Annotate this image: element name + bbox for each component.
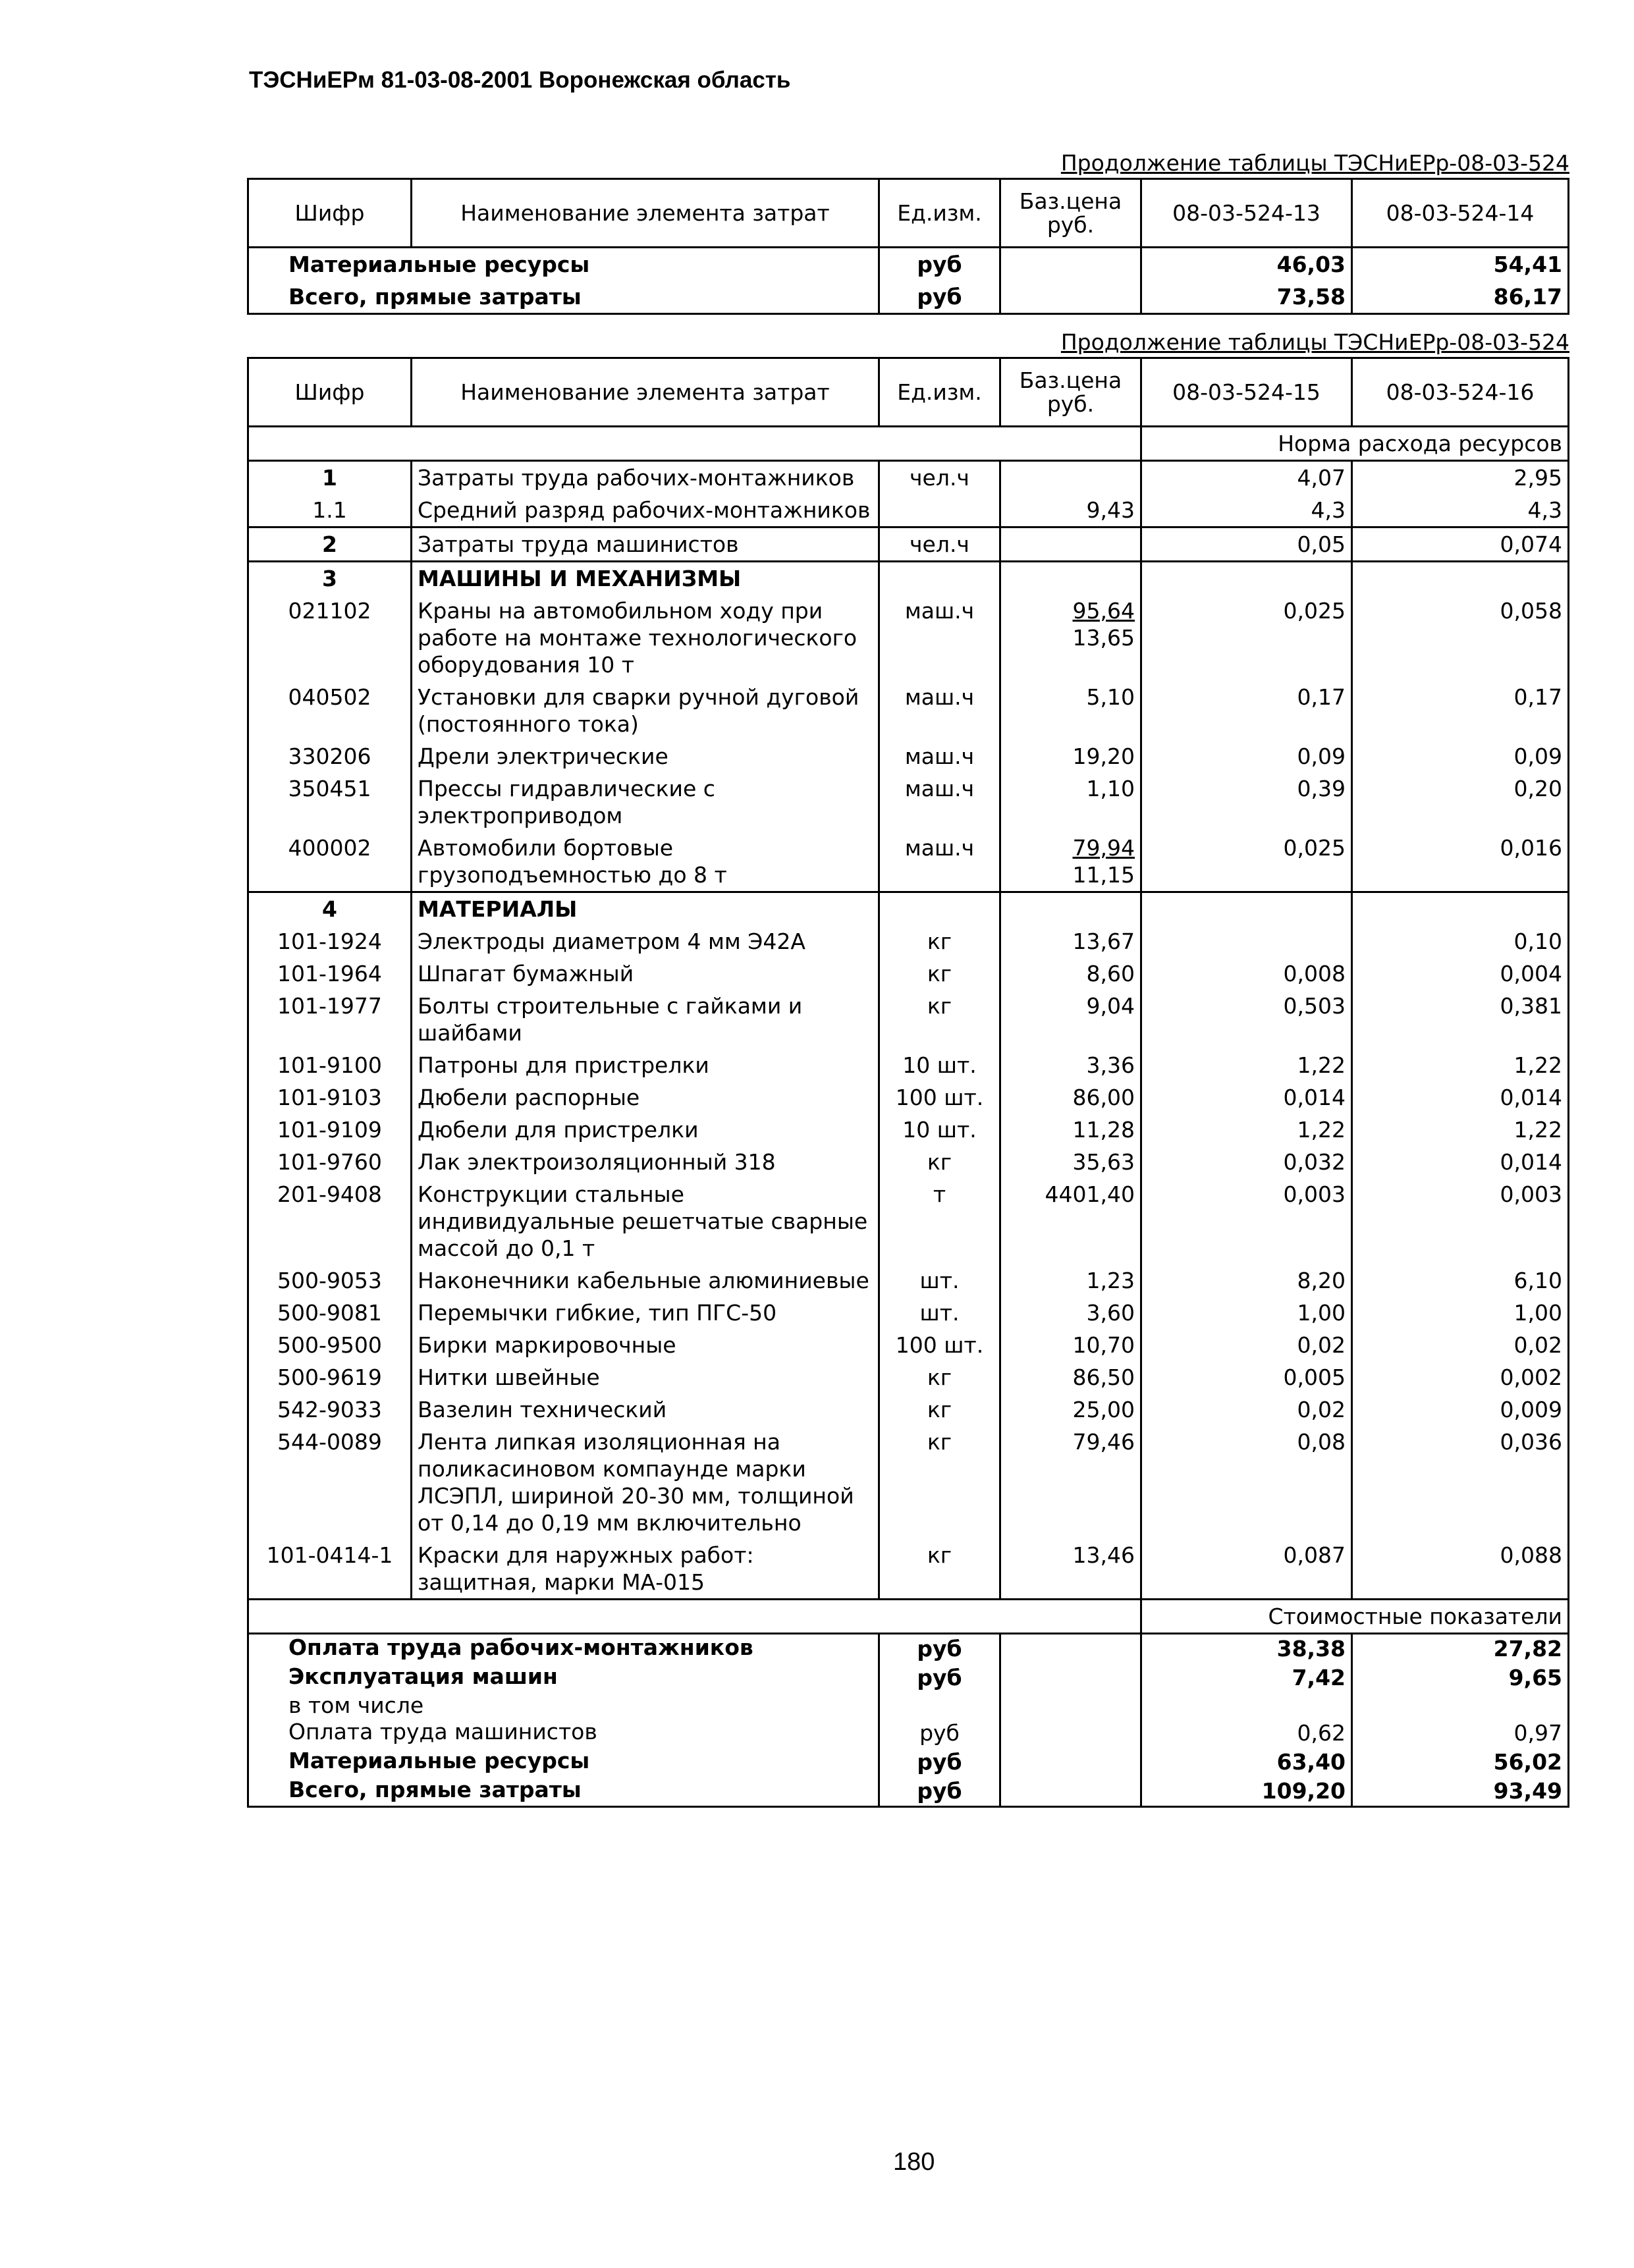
row-unit: 100 шт. xyxy=(879,1081,1000,1114)
row-price xyxy=(1000,1114,1141,1146)
row-unit: чел.ч xyxy=(879,527,1000,562)
document-header: ТЭСНиЕРм 81-03-08-2001 Воронежская область xyxy=(249,67,791,93)
row-value-a: 0,09 xyxy=(1141,740,1352,772)
row-price xyxy=(1000,740,1141,772)
table-row xyxy=(248,1393,1569,1426)
table1-header-row xyxy=(248,179,1569,248)
row-value-b: 0,058 xyxy=(1352,595,1569,681)
row-name: Установки для сварки ручной дуговой (постоянного тока) xyxy=(412,681,879,740)
row-price xyxy=(1000,1146,1141,1178)
row-name: Электроды диаметром 4 мм Э42А xyxy=(412,925,879,958)
price-value: 79,46 xyxy=(1072,1429,1135,1455)
table-row xyxy=(248,248,1569,281)
row-value-b: 0,20 xyxy=(1352,772,1569,832)
price-value: 3,60 xyxy=(1086,1300,1135,1326)
page-number: 180 xyxy=(893,2148,935,2176)
row-value-a xyxy=(1141,1692,1352,1719)
row-price xyxy=(1000,1049,1141,1081)
header-col-b: 08-03-524-14 xyxy=(1352,179,1569,248)
row-price xyxy=(1000,1426,1141,1539)
row-unit: шт. xyxy=(879,1297,1000,1329)
row-value-b xyxy=(1352,562,1569,595)
row-name: Краски для наружных работ: защитная, марки МА-015 xyxy=(412,1539,879,1600)
price-value-secondary: 13,65 xyxy=(1072,625,1135,651)
row-value-b: 0,014 xyxy=(1352,1081,1569,1114)
row-value-b: 0,014 xyxy=(1352,1146,1569,1178)
row-value-b: 56,02 xyxy=(1352,1748,1569,1777)
header-price xyxy=(1000,358,1141,427)
table-row xyxy=(248,494,1569,527)
price-value: 10,70 xyxy=(1072,1332,1135,1358)
row-unit: руб xyxy=(879,281,1000,314)
header-unit: Ед.изм. xyxy=(879,179,1000,248)
row-name: в том числе xyxy=(248,1692,879,1719)
price-value: 1,10 xyxy=(1086,776,1135,801)
row-value-a: 0,39 xyxy=(1141,772,1352,832)
row-unit xyxy=(879,494,1000,527)
price-value: 3,36 xyxy=(1086,1052,1135,1078)
row-code: 021102 xyxy=(248,595,412,681)
row-name: Нитки швейные xyxy=(412,1361,879,1393)
total-row xyxy=(248,1748,1569,1777)
band-spacer xyxy=(248,427,1141,461)
row-code: 3 xyxy=(248,562,412,595)
row-name: Прессы гидравлические с электроприводом xyxy=(412,772,879,832)
total-row xyxy=(248,1634,1569,1664)
row-unit: маш.ч xyxy=(879,595,1000,681)
row-unit: чел.ч xyxy=(879,461,1000,495)
row-price xyxy=(1000,281,1141,314)
table1 xyxy=(247,178,1569,315)
header-col-a: 08-03-524-15 xyxy=(1141,358,1352,427)
row-unit: кг xyxy=(879,925,1000,958)
row-name: Дюбели распорные xyxy=(412,1081,879,1114)
row-value-b: 6,10 xyxy=(1352,1264,1569,1297)
table-row xyxy=(248,595,1569,681)
row-name: Краны на автомобильном ходу при работе на монтаже технологического оборудования 10 т xyxy=(412,595,879,681)
table-row xyxy=(248,1178,1569,1264)
row-unit: маш.ч xyxy=(879,740,1000,772)
row-price xyxy=(1000,1539,1141,1600)
row-price xyxy=(1000,1297,1141,1329)
row-unit: кг xyxy=(879,990,1000,1049)
row-price xyxy=(1000,958,1141,990)
row-value-b: 0,016 xyxy=(1352,832,1569,892)
row-name: Эксплуатация машин xyxy=(248,1663,879,1692)
row-code: 101-1977 xyxy=(248,990,412,1049)
row-value-a: 0,62 xyxy=(1141,1719,1352,1748)
header-price-line2: руб. xyxy=(1047,391,1095,417)
total-row xyxy=(248,1663,1569,1692)
price-value: 8,60 xyxy=(1086,961,1135,986)
row-code: 101-0414-1 xyxy=(248,1539,412,1600)
table-row xyxy=(248,281,1569,314)
row-price xyxy=(1000,1634,1141,1664)
price-value: 86,00 xyxy=(1072,1085,1135,1110)
row-price xyxy=(1000,461,1141,495)
row-value-a: 0,02 xyxy=(1141,1393,1352,1426)
row-unit: руб xyxy=(879,248,1000,281)
row-name: МАШИНЫ И МЕХАНИЗМЫ xyxy=(412,562,879,595)
band-label: Норма расхода ресурсов xyxy=(1141,427,1569,461)
row-code: 500-9053 xyxy=(248,1264,412,1297)
row-value-a: 38,38 xyxy=(1141,1634,1352,1664)
row-price xyxy=(1000,1264,1141,1297)
total-row xyxy=(248,1777,1569,1807)
row-value-a: 0,08 xyxy=(1141,1426,1352,1539)
row-value-b: 9,65 xyxy=(1352,1663,1569,1692)
price-value: 5,10 xyxy=(1086,684,1135,710)
price-value: 86,50 xyxy=(1072,1364,1135,1390)
row-value-b: 1,00 xyxy=(1352,1297,1569,1329)
row-value-b: 0,074 xyxy=(1352,527,1569,562)
table2 xyxy=(247,357,1569,1808)
row-value-a: 8,20 xyxy=(1141,1264,1352,1297)
table-row xyxy=(248,1329,1569,1361)
row-value-a: 0,087 xyxy=(1141,1539,1352,1600)
row-price xyxy=(1000,925,1141,958)
row-price xyxy=(1000,1748,1141,1777)
row-code: 350451 xyxy=(248,772,412,832)
price-value: 1,23 xyxy=(1086,1268,1135,1293)
row-code: 040502 xyxy=(248,681,412,740)
price-value: 13,67 xyxy=(1072,929,1135,954)
row-name: Дюбели для пристрелки xyxy=(412,1114,879,1146)
row-value-b: 0,09 xyxy=(1352,740,1569,772)
row-value-b: 0,02 xyxy=(1352,1329,1569,1361)
row-value-b: 93,49 xyxy=(1352,1777,1569,1807)
row-code: 101-1924 xyxy=(248,925,412,958)
row-value-b: 0,088 xyxy=(1352,1539,1569,1600)
row-price xyxy=(1000,1777,1141,1807)
row-price xyxy=(1000,772,1141,832)
row-value-b: 2,95 xyxy=(1352,461,1569,495)
row-value-a xyxy=(1141,892,1352,926)
table-row xyxy=(248,1297,1569,1329)
table-row xyxy=(248,892,1569,926)
table-row xyxy=(248,1049,1569,1081)
row-unit: руб xyxy=(879,1634,1000,1664)
price-value: 9,43 xyxy=(1086,497,1135,523)
row-name: Дрели электрические xyxy=(412,740,879,772)
table-row xyxy=(248,562,1569,595)
row-value-a: 73,58 xyxy=(1141,281,1352,314)
row-value-b: 0,004 xyxy=(1352,958,1569,990)
row-price xyxy=(1000,1719,1141,1748)
header-price xyxy=(1000,179,1141,248)
total-row xyxy=(248,1692,1569,1719)
row-code: 101-9100 xyxy=(248,1049,412,1081)
row-value-a: 0,025 xyxy=(1141,832,1352,892)
row-name: Лак электроизоляционный 318 xyxy=(412,1146,879,1178)
row-name: Оплата труда рабочих-монтажников xyxy=(248,1634,879,1664)
row-unit: маш.ч xyxy=(879,832,1000,892)
row-name: Автомобили бортовые грузоподъемностью до 8 т xyxy=(412,832,879,892)
header-price-line1: Баз.цена xyxy=(1019,188,1122,214)
row-code: 1.1 xyxy=(248,494,412,527)
row-value-b: 0,002 xyxy=(1352,1361,1569,1393)
row-price xyxy=(1000,1393,1141,1426)
row-value-b: 0,009 xyxy=(1352,1393,1569,1426)
row-value-a: 4,07 xyxy=(1141,461,1352,495)
row-unit xyxy=(879,1692,1000,1719)
row-unit: кг xyxy=(879,1539,1000,1600)
row-unit: маш.ч xyxy=(879,772,1000,832)
table-row xyxy=(248,958,1569,990)
row-unit xyxy=(879,892,1000,926)
row-value-a: 1,22 xyxy=(1141,1114,1352,1146)
row-value-a: 0,02 xyxy=(1141,1329,1352,1361)
table-row xyxy=(248,1539,1569,1600)
row-name: Перемычки гибкие, тип ПГС-50 xyxy=(412,1297,879,1329)
row-unit: руб xyxy=(879,1748,1000,1777)
row-value-a: 0,05 xyxy=(1141,527,1352,562)
price-value: 25,00 xyxy=(1072,1397,1135,1422)
row-price xyxy=(1000,1692,1141,1719)
row-name: Патроны для пристрелки xyxy=(412,1049,879,1081)
row-value-a: 1,22 xyxy=(1141,1049,1352,1081)
row-value-b xyxy=(1352,1692,1569,1719)
row-unit: кг xyxy=(879,958,1000,990)
price-value: 35,63 xyxy=(1072,1149,1135,1175)
row-code: 500-9500 xyxy=(248,1329,412,1361)
header-price-line2: руб. xyxy=(1047,211,1095,238)
row-value-b: 27,82 xyxy=(1352,1634,1569,1664)
band-spacer xyxy=(248,1600,1141,1634)
header-code: Шифр xyxy=(248,179,412,248)
row-value-a: 109,20 xyxy=(1141,1777,1352,1807)
row-value-a: 0,17 xyxy=(1141,681,1352,740)
table2-caption: Продолжение таблицы ТЭСНиЕРр-08-03-524 xyxy=(1060,329,1569,355)
row-price xyxy=(1000,832,1141,892)
row-value-a: 4,3 xyxy=(1141,494,1352,527)
table-row xyxy=(248,772,1569,832)
row-price xyxy=(1000,1663,1141,1692)
row-price xyxy=(1000,248,1141,281)
row-price xyxy=(1000,681,1141,740)
row-name: Материальные ресурсы xyxy=(248,1748,879,1777)
row-price xyxy=(1000,595,1141,681)
row-price xyxy=(1000,562,1141,595)
total-row xyxy=(248,1719,1569,1748)
row-code: 544-0089 xyxy=(248,1426,412,1539)
row-value-b: 0,381 xyxy=(1352,990,1569,1049)
price-value: 11,28 xyxy=(1072,1117,1135,1143)
header-name: Наименование элемента затрат xyxy=(412,179,879,248)
row-price xyxy=(1000,1081,1141,1114)
row-value-a: 0,008 xyxy=(1141,958,1352,990)
price-value: 79,94 xyxy=(1072,835,1135,861)
row-code: 2 xyxy=(248,527,412,562)
row-unit: кг xyxy=(879,1426,1000,1539)
row-name: Оплата труда машинистов xyxy=(248,1719,879,1748)
row-name: Затраты труда машинистов xyxy=(412,527,879,562)
row-unit: т xyxy=(879,1178,1000,1264)
price-value: 9,04 xyxy=(1086,993,1135,1019)
header-col-a: 08-03-524-13 xyxy=(1141,179,1352,248)
row-value-a: 63,40 xyxy=(1141,1748,1352,1777)
price-value: 4401,40 xyxy=(1045,1181,1135,1207)
header-code: Шифр xyxy=(248,358,412,427)
row-name: Материальные ресурсы xyxy=(248,248,879,281)
row-name: Затраты труда рабочих-монтажников xyxy=(412,461,879,495)
table2-header-row xyxy=(248,358,1569,427)
row-code: 400002 xyxy=(248,832,412,892)
row-price xyxy=(1000,1178,1141,1264)
row-price xyxy=(1000,527,1141,562)
table-row xyxy=(248,925,1569,958)
norm-band xyxy=(248,427,1569,461)
price-value: 19,20 xyxy=(1072,743,1135,769)
row-unit: 100 шт. xyxy=(879,1329,1000,1361)
row-value-a: 0,014 xyxy=(1141,1081,1352,1114)
cost-band xyxy=(248,1600,1569,1634)
row-code: 542-9033 xyxy=(248,1393,412,1426)
row-value-a: 0,005 xyxy=(1141,1361,1352,1393)
row-price xyxy=(1000,990,1141,1049)
row-unit: руб xyxy=(879,1663,1000,1692)
band-label: Стоимостные показатели xyxy=(1141,1600,1569,1634)
row-value-b: 4,3 xyxy=(1352,494,1569,527)
table-row xyxy=(248,990,1569,1049)
header-unit: Ед.изм. xyxy=(879,358,1000,427)
row-value-a: 1,00 xyxy=(1141,1297,1352,1329)
row-unit: 10 шт. xyxy=(879,1049,1000,1081)
row-value-b: 86,17 xyxy=(1352,281,1569,314)
row-code: 500-9619 xyxy=(248,1361,412,1393)
table-row xyxy=(248,1114,1569,1146)
header-col-b: 08-03-524-16 xyxy=(1352,358,1569,427)
row-code: 101-9103 xyxy=(248,1081,412,1114)
table-row xyxy=(248,1361,1569,1393)
table-row xyxy=(248,461,1569,495)
row-name: Средний разряд рабочих-монтажников xyxy=(412,494,879,527)
row-unit: руб xyxy=(879,1777,1000,1807)
table-row xyxy=(248,832,1569,892)
row-code: 330206 xyxy=(248,740,412,772)
price-value: 95,64 xyxy=(1072,598,1135,624)
row-name: Вазелин технический xyxy=(412,1393,879,1426)
row-value-b: 54,41 xyxy=(1352,248,1569,281)
table-row xyxy=(248,1146,1569,1178)
price-value-secondary: 11,15 xyxy=(1072,862,1135,888)
header-name: Наименование элемента затрат xyxy=(412,358,879,427)
table-row xyxy=(248,1081,1569,1114)
row-unit xyxy=(879,562,1000,595)
table-row xyxy=(248,740,1569,772)
row-name: Всего, прямые затраты xyxy=(248,281,879,314)
row-price xyxy=(1000,1361,1141,1393)
row-value-a: 0,025 xyxy=(1141,595,1352,681)
table-row xyxy=(248,1264,1569,1297)
row-unit: маш.ч xyxy=(879,681,1000,740)
row-value-b: 0,17 xyxy=(1352,681,1569,740)
row-name: Бирки маркировочные xyxy=(412,1329,879,1361)
row-value-a: 7,42 xyxy=(1141,1663,1352,1692)
table1-caption: Продолжение таблицы ТЭСНиЕРр-08-03-524 xyxy=(1060,150,1569,176)
row-code: 4 xyxy=(248,892,412,926)
row-value-b: 0,003 xyxy=(1352,1178,1569,1264)
row-value-a: 0,003 xyxy=(1141,1178,1352,1264)
row-code: 101-9760 xyxy=(248,1146,412,1178)
row-value-a: 0,503 xyxy=(1141,990,1352,1049)
row-unit: кг xyxy=(879,1361,1000,1393)
row-code: 101-9109 xyxy=(248,1114,412,1146)
row-price xyxy=(1000,892,1141,926)
row-price xyxy=(1000,494,1141,527)
row-value-b: 0,10 xyxy=(1352,925,1569,958)
row-name: Всего, прямые затраты xyxy=(248,1777,879,1807)
row-code: 1 xyxy=(248,461,412,495)
row-code: 500-9081 xyxy=(248,1297,412,1329)
row-name: Наконечники кабельные алюминиевые xyxy=(412,1264,879,1297)
row-name: Шпагат бумажный xyxy=(412,958,879,990)
row-value-a xyxy=(1141,562,1352,595)
row-code: 201-9408 xyxy=(248,1178,412,1264)
row-name: МАТЕРИАЛЫ xyxy=(412,892,879,926)
table-row xyxy=(248,1426,1569,1539)
row-name: Болты строительные с гайками и шайбами xyxy=(412,990,879,1049)
row-unit: кг xyxy=(879,1393,1000,1426)
row-value-b: 0,97 xyxy=(1352,1719,1569,1748)
row-name: Конструкции стальные индивидуальные решетчатые сварные массой до 0,1 т xyxy=(412,1178,879,1264)
header-price-line1: Баз.цена xyxy=(1019,367,1122,393)
row-price xyxy=(1000,1329,1141,1361)
row-value-b xyxy=(1352,892,1569,926)
row-value-b: 1,22 xyxy=(1352,1049,1569,1081)
row-unit: 10 шт. xyxy=(879,1114,1000,1146)
row-value-a xyxy=(1141,925,1352,958)
row-unit: кг xyxy=(879,1146,1000,1178)
row-unit: шт. xyxy=(879,1264,1000,1297)
table-row xyxy=(248,527,1569,562)
row-name: Лента липкая изоляционная на поликасиновом компаунде марки ЛСЭПЛ, шириной 20-30 мм, толщиной от 0,14 до 0,19 мм включительно xyxy=(412,1426,879,1539)
table-row xyxy=(248,681,1569,740)
row-code: 101-1964 xyxy=(248,958,412,990)
price-value: 13,46 xyxy=(1072,1542,1135,1568)
row-value-b: 0,036 xyxy=(1352,1426,1569,1539)
row-value-a: 46,03 xyxy=(1141,248,1352,281)
row-unit: руб xyxy=(879,1719,1000,1748)
row-value-a: 0,032 xyxy=(1141,1146,1352,1178)
row-value-b: 1,22 xyxy=(1352,1114,1569,1146)
